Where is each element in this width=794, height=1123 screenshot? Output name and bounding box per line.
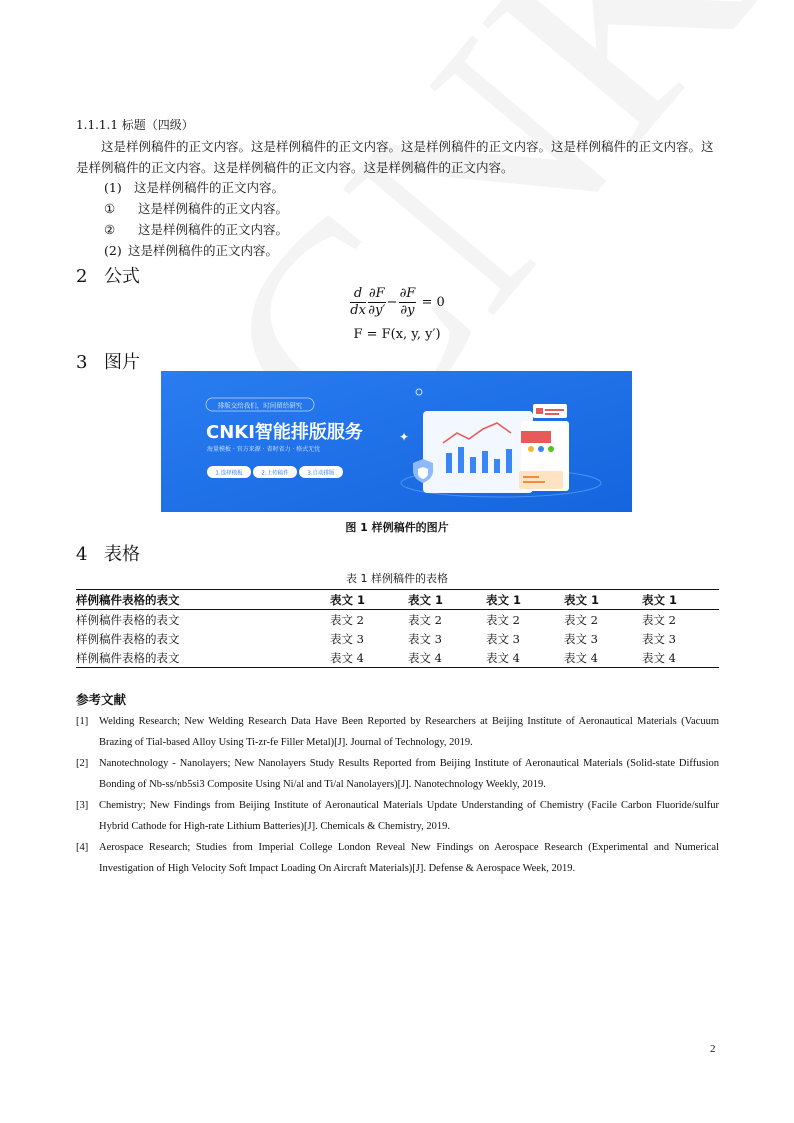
banner-step-text: 1.选择模板 <box>215 470 243 477</box>
references-list <box>76 711 719 879</box>
list-item-number: (1) <box>104 180 122 195</box>
banner-chart-card <box>423 411 533 493</box>
list-item-text: 这是样例稿件的正文内容。 <box>138 201 289 216</box>
section-number: 4 <box>76 544 88 565</box>
list-item-number: ① <box>104 201 116 216</box>
table-row <box>76 648 719 668</box>
equation-function: F = F(x, y, y′) <box>353 327 441 342</box>
table-cell: 表文 2 <box>408 612 442 627</box>
table-cell: 表文 2 <box>486 612 520 627</box>
heading-level-4: 1.1.1.1 标题（四级） <box>76 118 194 132</box>
section-title: 公式 <box>104 266 140 287</box>
list-item-text: 这是样例稿件的正文内容。 <box>138 222 289 237</box>
eq-partial-f: ∂F <box>368 286 385 301</box>
equation-euler-lagrange <box>0 286 794 319</box>
banner-pill-text: 排版交给我们，时间留给研究 <box>217 401 303 410</box>
table-cell: 表文 4 <box>564 648 642 668</box>
figure-caption: 图 1 样例稿件的图片 <box>345 521 449 534</box>
table-cell: 样例稿件表格的表文 <box>76 631 180 646</box>
eq-rhs: = 0 <box>421 295 445 310</box>
banner-bar <box>482 451 488 473</box>
section-title: 表格 <box>104 544 140 565</box>
banner-tag-line <box>545 409 564 411</box>
section-heading-table <box>76 540 140 566</box>
banner-doc-line <box>523 481 545 483</box>
list-item <box>104 241 278 259</box>
reference-number: [2] <box>76 758 89 769</box>
table-cell: 表文 2 <box>642 612 676 627</box>
banner-dot <box>538 446 544 452</box>
reference-item <box>76 795 719 837</box>
reference-text: Chemistry; New Findings from Beijing Institute of Aeronautical Materials Update Understanding of Chemistry (Facile Carbon Fluoride/sulfur Hybrid Cathode for High-rate Lithium Batteries)[J]. Chemicals & Chemistry, 2019. <box>99 800 719 832</box>
list-item <box>104 220 288 238</box>
list-item <box>104 178 284 196</box>
table-cell: 表文 2 <box>330 612 364 627</box>
page-number: 2 <box>710 1043 716 1055</box>
banner-bar <box>446 453 452 473</box>
references-heading: 参考文献 <box>76 692 127 707</box>
reference-text: Welding Research; New Welding Research Data Have Been Reported by Researchers at Beijing Institute of Aeronautical Materials (Vacuum Brazing of Tial-based Alloy Using Ti-zr-fe Filler Metal)[J]. Journal of Technology, 2019. <box>99 716 719 748</box>
table-row <box>76 629 719 648</box>
list-item-number: ② <box>104 222 116 237</box>
table-header-cell: 样例稿件表格的表文 <box>76 590 330 610</box>
table-cell: 表文 3 <box>486 631 520 646</box>
banner-doc-line <box>523 476 539 478</box>
eq-partial-y-prime: ∂y′ <box>368 303 386 318</box>
banner-bar <box>494 459 500 473</box>
table-header-cell: 表文 1 <box>330 590 408 610</box>
banner-tag-mark <box>536 408 543 414</box>
reference-number: [1] <box>76 716 89 727</box>
cnki-banner-image <box>161 371 632 512</box>
table-row <box>76 610 719 630</box>
banner-dot <box>548 446 554 452</box>
banner-step-text: 3.自动排版 <box>307 470 335 477</box>
banner-doc-header <box>521 431 551 443</box>
banner-bar <box>470 457 476 473</box>
table-cell: 表文 4 <box>408 648 486 668</box>
list-item <box>104 199 288 217</box>
body-paragraph: 这是样例稿件的正文内容。这是样例稿件的正文内容。这是样例稿件的正文内容。这是样例稿件的正文内容。这是样例稿件的正文内容。这是样例稿件的正文内容。这是样例稿件的正文内容。 <box>76 139 714 175</box>
table-cell: 表文 3 <box>330 631 364 646</box>
reference-text: Nanotechnology - Nanolayers; New Nanolayers Study Results Reported from Beijing Institute of Aeronautical Materials (Solid-state Diffusion Bonding of Nb-ss/nb5si3 Composite Using Ni/al and Ti/al Nanolayers)[J]. Nanotechnology Weekly, 2019. <box>99 758 719 790</box>
table-cell: 表文 3 <box>642 631 676 646</box>
eq-partial-f: ∂F <box>399 286 416 301</box>
eq-dx: dx <box>350 303 366 318</box>
table-cell: 样例稿件表格的表文 <box>76 648 330 668</box>
table-header-cell: 表文 1 <box>486 590 564 610</box>
banner-dot <box>528 446 534 452</box>
list-item-text: 这是样例稿件的正文内容。 <box>134 180 285 195</box>
banner-bar <box>506 449 512 473</box>
eq-d: d <box>350 286 366 303</box>
reference-item <box>76 753 719 795</box>
table-caption: 表 1 样例稿件的表格 <box>346 572 448 585</box>
section-heading-figure <box>76 348 140 374</box>
banner-title: CNKI智能排版服务 <box>206 422 363 443</box>
banner-subtitle: 海量模板 · 官方来源 · 省时省力 · 格式无忧 <box>207 446 321 453</box>
section-heading-formula <box>76 262 140 288</box>
section-number: 3 <box>76 352 88 373</box>
table-cell: 表文 3 <box>564 631 598 646</box>
reference-text: Aerospace Research; Studies from Imperial College London Reveal New Findings on Aerospace Research (Experimental and Numerical Investigation of High Velocity Soft Impact Loading On Aircraft Materials)[J]. Defense & Aerospace Week, 2019. <box>99 842 719 874</box>
reference-number: [4] <box>76 842 89 853</box>
table-cell: 表文 4 <box>330 648 408 668</box>
sample-table <box>76 589 719 668</box>
banner-bar <box>458 447 464 473</box>
reference-item <box>76 711 719 753</box>
section-number: 2 <box>76 266 88 287</box>
list-item-text: 这是样例稿件的正文内容。 <box>128 243 279 258</box>
table-cell: 表文 2 <box>564 612 598 627</box>
table-cell: 表文 4 <box>642 648 719 668</box>
banner-tag-line <box>545 413 559 415</box>
table-header-cell: 表文 1 <box>564 590 642 610</box>
eq-minus: − <box>386 295 398 310</box>
eq-partial-y: ∂y <box>400 303 415 318</box>
sparkle-icon: ✦ <box>399 430 410 444</box>
banner-step-text: 2.上传稿件 <box>261 470 289 477</box>
section-title: 图片 <box>104 352 140 373</box>
reference-number: [3] <box>76 800 89 811</box>
list-item-number: (2) <box>104 243 122 258</box>
table-cell: 表文 3 <box>408 631 442 646</box>
table-header-row <box>76 590 719 610</box>
reference-item <box>76 837 719 879</box>
table-header-cell: 表文 1 <box>642 590 719 610</box>
banner-doc-footer <box>519 471 563 489</box>
table-header-cell: 表文 1 <box>408 590 486 610</box>
table-cell: 表文 4 <box>486 648 564 668</box>
table-cell: 样例稿件表格的表文 <box>76 612 180 627</box>
